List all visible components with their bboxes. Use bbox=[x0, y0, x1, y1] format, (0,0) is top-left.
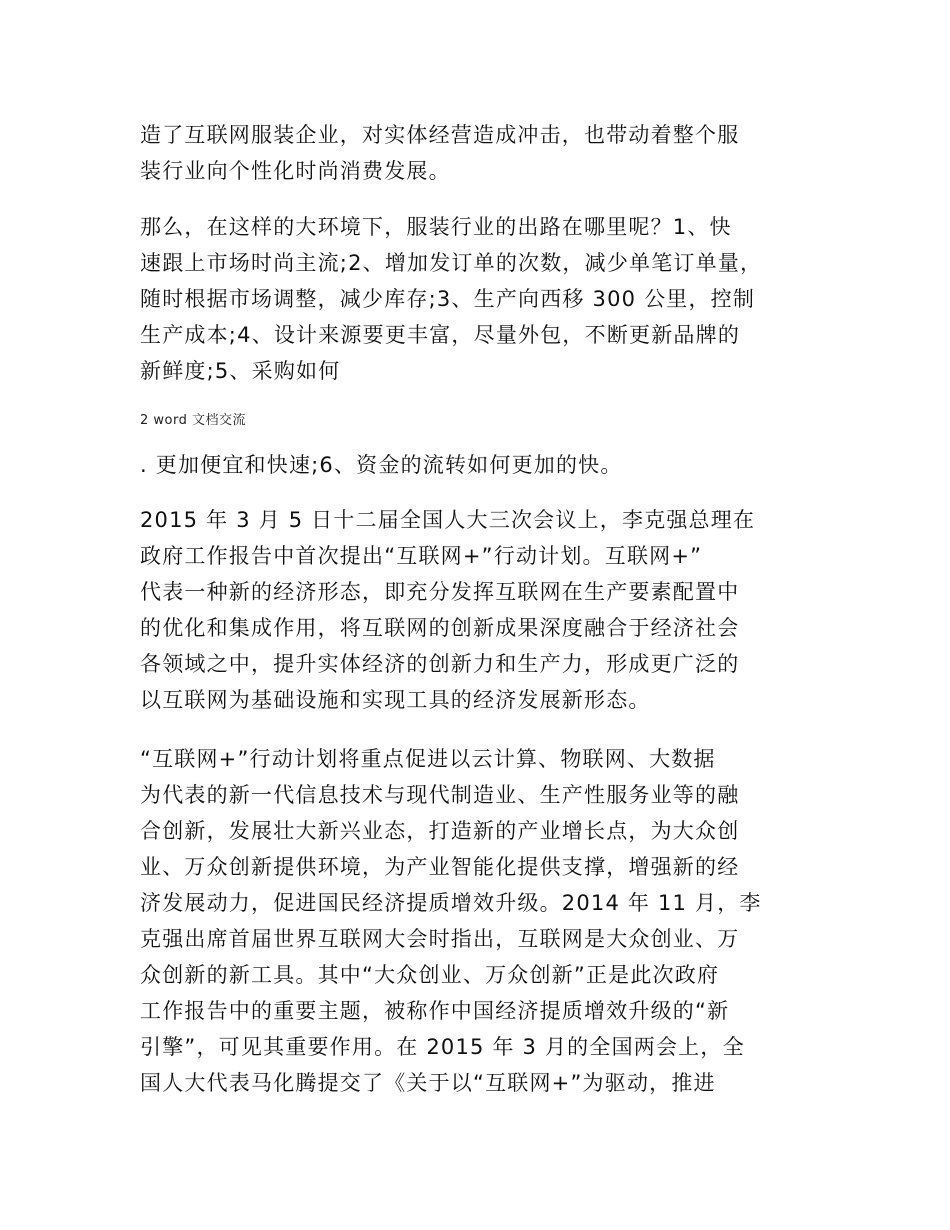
text-line: 济发展动力，促进国民经济提质增效升级。2014 年 11 月，李 bbox=[140, 891, 762, 915]
text-line: 那么，在这样的大环境下，服装行业的出路在哪里呢？1、快 bbox=[140, 215, 732, 239]
text-line: 国人大代表马化腾提交了《关于以“互联网+”为驱动，推进 bbox=[140, 1071, 716, 1095]
text-line: 2015 年 3 月 5 日十二届全国人大三次会议上，李克强总理在 bbox=[140, 508, 756, 532]
text-line: 克强出席首届世界互联网大会时指出，互联网是大众创业、万 bbox=[140, 927, 740, 951]
text-line: 为代表的新一代信息技术与现代制造业、生产性服务业等的融 bbox=[140, 783, 740, 807]
text-line: 以互联网为基础设施和实现工具的经济发展新形态。 bbox=[140, 688, 651, 712]
text-line: 政府工作报告中首次提出“互联网+”行动计划。互联网+” bbox=[140, 544, 703, 568]
paragraph-1 bbox=[140, 117, 820, 189]
text-line: 众创新的新工具。其中“大众创业、万众创新”正是此次政府 bbox=[140, 963, 720, 987]
paragraph-2 bbox=[140, 209, 820, 389]
text-line: 生产成本;4、设计来源要更丰富，尽量外包，不断更新品牌的 bbox=[140, 323, 741, 347]
page-footer: 2 word 文档交流 bbox=[140, 413, 246, 428]
text-line: 装行业向个性化时尚消费发展。 bbox=[140, 159, 451, 183]
text-line: 造了互联网服装企业，对实体经营造成冲击，也带动着整个服 bbox=[140, 123, 740, 147]
text-line: “互联网+”行动计划将重点促进以云计算、物联网、大数据 bbox=[140, 747, 716, 771]
text-line: 代表一种新的经济形态，即充分发挥互联网在生产要素配置中 bbox=[140, 580, 740, 604]
text-line: 合创新，发展壮大新兴业态，打造新的产业增长点，为大众创 bbox=[140, 819, 740, 843]
paragraph-3 bbox=[140, 447, 820, 483]
paragraph-4 bbox=[140, 502, 820, 718]
text-line: . 更加便宜和快速;6、资金的流转如何更加的快。 bbox=[140, 453, 623, 477]
text-line: 业、万众创新提供环境，为产业智能化提供支撑，增强新的经 bbox=[140, 855, 740, 879]
text-line: 新鲜度;5、采购如何 bbox=[140, 359, 341, 383]
text-line: 速跟上市场时尚主流;2、增加发订单的次数，减少单笔订单量， bbox=[140, 251, 763, 275]
text-line: 各领域之中，提升实体经济的创新力和生产力，形成更广泛的 bbox=[140, 652, 740, 676]
text-line: 随时根据市场调整，减少库存;3、生产向西移 300 公里，控制 bbox=[140, 287, 756, 311]
text-line: 引擎”，可见其重要作用。在 2015 年 3 月的全国两会上，全 bbox=[140, 1035, 745, 1059]
text-line: 工作报告中的重要主题，被称作中国经济提质增效升级的“新 bbox=[140, 999, 730, 1023]
text-line: 的优化和集成作用，将互联网的创新成果深度融合于经济社会 bbox=[140, 616, 740, 640]
paragraph-5 bbox=[140, 741, 820, 1101]
